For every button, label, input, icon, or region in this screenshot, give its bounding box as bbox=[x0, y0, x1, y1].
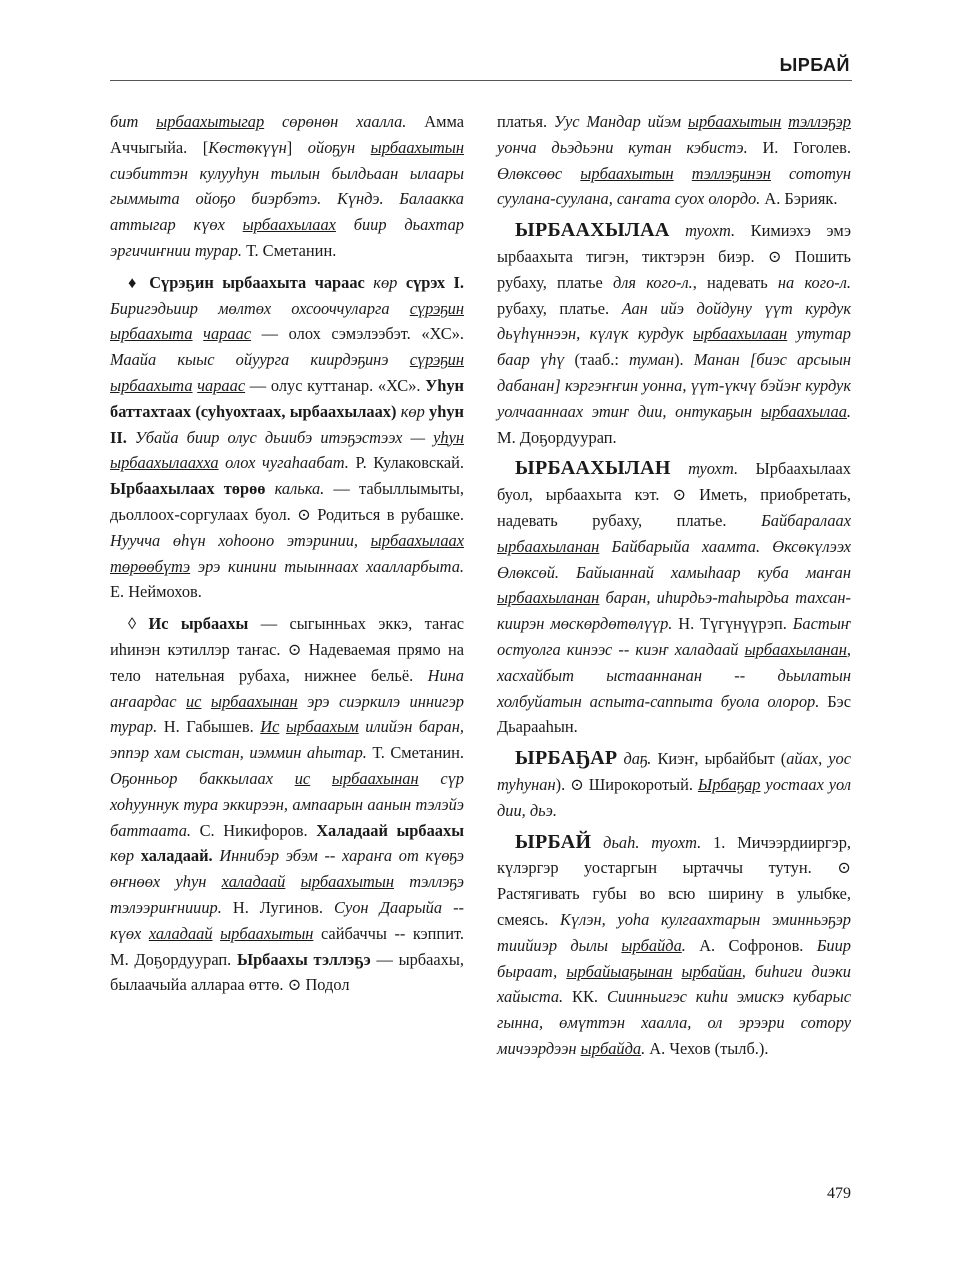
text-run: Биригэдьиир мөлтөх охсооччуларга bbox=[110, 298, 410, 318]
text-run: платья. bbox=[497, 112, 554, 131]
text-run: ). bbox=[674, 350, 694, 370]
text-run: М. Доҕордуурап. bbox=[497, 427, 617, 447]
entry-paragraph bbox=[497, 109, 851, 212]
text-run: ырбаахылаах bbox=[242, 215, 336, 235]
text-run: Ырбаахылаах буол, ырбаахыта кэт. ⊙ Иметь, приобретать, надевать рубаху, платье. bbox=[497, 459, 851, 530]
text-run: Н. Лугинов. bbox=[221, 897, 335, 917]
text-run: 1. Мичээрдииргэр, күлэргэр уостаргын ыртаччы тутун. ⊙ Растягивать губы во всю ширину в улыбке, смеясь. bbox=[497, 832, 851, 929]
text-run: эрэ сиэркилэ иннигэр турар. bbox=[110, 691, 464, 737]
text-run: ис bbox=[185, 691, 202, 711]
text-run: Оҕонньор баккылаах bbox=[110, 768, 295, 788]
text-run: Бастыҥ остуолга кинээс -- киэҥ халадаай bbox=[497, 614, 851, 659]
text-run: ырбаахым bbox=[285, 717, 359, 737]
text-run: Амма Аччыгыйа. [ bbox=[110, 112, 464, 157]
text-run: — олох сэмэлээбэт. «ХС». bbox=[251, 324, 464, 344]
text-run: ис bbox=[294, 768, 311, 788]
text-run: тэллэҕэр bbox=[788, 112, 851, 131]
text-run: ырбаахылаах bbox=[370, 530, 464, 550]
text-run bbox=[672, 962, 681, 981]
entry-paragraph bbox=[497, 746, 851, 823]
text-run: уонча дьэдьэни кутан кэбистэ. bbox=[497, 137, 748, 157]
text-run: уһун bbox=[433, 427, 464, 447]
text-run bbox=[285, 872, 300, 891]
text-run: Т. Сметанин. bbox=[366, 743, 464, 763]
right-column bbox=[497, 109, 851, 1068]
text-run: Өлөксөөс bbox=[497, 163, 581, 183]
entry-paragraph bbox=[110, 270, 464, 605]
text-run: ырбаахытын bbox=[370, 137, 464, 157]
text-run: Нуучча өһүн хоһооно этэринии, bbox=[110, 530, 371, 550]
text-run: Р. Кулаковскай. bbox=[348, 453, 464, 473]
text-run: Ис ырбаахы bbox=[148, 614, 249, 634]
text-run: А. Софронов. bbox=[685, 935, 817, 955]
text-run: бит bbox=[110, 112, 157, 131]
entry-paragraph bbox=[497, 456, 851, 740]
text-run: Маайа кыыс ойуурга киирдэҕинэ bbox=[110, 350, 410, 370]
text-run: Н. Габышев. bbox=[157, 717, 261, 737]
text-run: ] кэргэҥҥин уонна, үүт-үкчү бэйэҥ курдук уолчааннаах этиҥ дии, онтукаҕын bbox=[497, 375, 851, 421]
text-run: ырбаахытын bbox=[220, 923, 314, 943]
text-run: илийэн баран, эппэр хам сыстан, иэммин аһытар. bbox=[110, 717, 464, 763]
text-run: — табыллымыты, дьоллоох-соргулаах буол. ⊙ Родиться в рубашке. bbox=[110, 479, 464, 524]
text-run: дьаһ. туохт. bbox=[591, 832, 702, 852]
headword: ЫРБААХЫЛАН bbox=[515, 457, 671, 480]
text-run: ырбайда bbox=[621, 935, 682, 955]
text-run: сиэбиттэн кулууһун тылын былдьаан ылаары гыммыта ойоҕо биэрбэтэ. Күндэ. Балаакка аттыгар күөх bbox=[110, 163, 464, 235]
text-run: сүрэҕин bbox=[409, 298, 464, 318]
text-run: , надевать bbox=[692, 272, 778, 292]
text-run: Е. Неймохов. bbox=[110, 582, 202, 602]
text-run: Нина аҥаардас bbox=[110, 665, 464, 711]
text-run: ырбаахыта bbox=[110, 324, 193, 344]
text-run: Сиинньигэс киһи эмискэ кубарыс гынна, өмүттэн хаалла, ол эрээри сотору мичээрдээн bbox=[497, 987, 851, 1058]
text-run: Убайа биир олус дьиибэ итэҕэстээх — bbox=[126, 427, 434, 447]
text-run: биэс арсыын дабанан bbox=[497, 350, 852, 395]
text-run: баран, иһирдьэ-таһырдьа тахсан-киирэн мөскөрдөтөлүүр. bbox=[497, 588, 851, 634]
text-run: Ырбаахылаах төрөө bbox=[110, 479, 266, 499]
text-run: ырбаахынан bbox=[210, 691, 298, 711]
text-run: Сүрэҕин ырбаахыта чараас bbox=[149, 272, 365, 292]
text-run: для кого-л. bbox=[612, 272, 693, 292]
text-run: Ис bbox=[260, 717, 280, 737]
text-run: . bbox=[681, 935, 686, 955]
text-run: ырбаахытын bbox=[300, 872, 395, 892]
entry-paragraph bbox=[110, 611, 464, 998]
headword: ЫРБААХЫЛАА bbox=[515, 219, 670, 242]
text-run bbox=[674, 164, 692, 183]
text-run: төрөөбүтэ bbox=[110, 556, 191, 576]
text-run: халадаай. bbox=[140, 846, 213, 866]
text-run: Байбарыйа хаамта. Өксөкүлээх Өлөксөй. Байыаннай хамыһаар куба маҥан bbox=[497, 536, 851, 582]
text-run: олох чугаһаабат. bbox=[218, 453, 349, 473]
text-run: туохт. bbox=[669, 221, 736, 241]
text-run: ◊ bbox=[128, 614, 149, 634]
text-run: ырбаахылаахха bbox=[110, 453, 219, 473]
text-run: Бэс Дьарааһын. bbox=[497, 691, 851, 737]
left-column bbox=[110, 109, 464, 1004]
text-run: — олус куттанар. «ХС». bbox=[245, 375, 426, 395]
headword: ЫРБАҔАР bbox=[515, 747, 618, 770]
text-run: ырбаахытын bbox=[687, 112, 782, 131]
text-run: ырбайда bbox=[580, 1038, 642, 1058]
text-run: халадаай bbox=[221, 872, 286, 892]
text-run: рубаху, платье. bbox=[497, 298, 622, 318]
text-run: ырбаахынан bbox=[331, 768, 419, 788]
entry-paragraph bbox=[110, 109, 464, 264]
text-run: Уус Мандар ийэм bbox=[553, 112, 688, 131]
text-run: на кого-л. bbox=[777, 272, 851, 292]
header-headword: ЫРБАЙ bbox=[779, 55, 850, 75]
text-run: Байбаралаах bbox=[761, 510, 851, 530]
text-run: ырбаахытыгар bbox=[156, 112, 265, 131]
text-run: чараас bbox=[197, 375, 246, 395]
text-run: эрэ кинини тыыннаах хаалларбыта. bbox=[190, 556, 464, 576]
text-run: көр bbox=[364, 272, 406, 292]
text-run: . bbox=[846, 401, 851, 421]
text-run: Халадаай ырбаахы bbox=[316, 820, 464, 840]
text-run: Киэҥ, ырбайбыт ( bbox=[651, 749, 787, 769]
text-run bbox=[201, 692, 210, 711]
text-run: көр bbox=[396, 401, 430, 421]
text-run: Суон Даарыйа -- күөх bbox=[110, 897, 465, 943]
text-run: А. Чехов (тылб.). bbox=[645, 1038, 769, 1058]
text-run: ырбаахыланан bbox=[497, 588, 600, 608]
text-run: чараас bbox=[203, 324, 252, 344]
text-run: ырбайыаҕынан bbox=[566, 961, 673, 981]
text-run: Иннибэр эбэм -- хараҥа от күөҕэ өҥнөөх уһун bbox=[110, 846, 465, 892]
text-run: Күлэн, уоһа кулгаахтарын эминньэҕэр тиийиэр дылы bbox=[497, 909, 851, 955]
text-run: Биир быраат, bbox=[497, 935, 852, 981]
text-run: сүрэх I. bbox=[405, 272, 464, 292]
running-header bbox=[110, 52, 852, 81]
text-run: тэллэҕинэн bbox=[691, 163, 771, 183]
text-run: И. Гоголев. bbox=[747, 137, 851, 157]
text-run: айах, уос туһунан bbox=[497, 749, 851, 794]
text-run: ♦ bbox=[128, 272, 150, 292]
text-run: туохт. bbox=[670, 459, 739, 479]
text-run: Ырбаҕар bbox=[697, 774, 761, 794]
text-run: уостаах уол дии, дьэ. bbox=[497, 774, 851, 820]
text-run bbox=[213, 924, 221, 943]
text-run: халадаай bbox=[148, 923, 213, 943]
text-run: — сыгынньах эккэ, таҥас иһинэн кэтиллэр таҥас. ⊙ Надеваемая прямо на тело нательная рубаха, нижнее бельё. bbox=[110, 614, 464, 685]
text-run: ырбаахытын bbox=[580, 163, 674, 183]
text-run bbox=[310, 769, 332, 788]
text-run: Көстөкүүн bbox=[208, 137, 287, 157]
text-run: биир дьахтар эргичиҥнии турар. bbox=[110, 215, 464, 260]
headword: ЫРБАЙ bbox=[515, 830, 592, 853]
text-run: А. Бэрияк. bbox=[760, 189, 838, 209]
text-run: ырбаахыланан bbox=[744, 639, 847, 659]
text-run: тэллэҕэ тэлээриҥнииир. bbox=[110, 872, 464, 917]
text-run: (тааб.: bbox=[564, 350, 629, 370]
text-run: ырбаахылаа bbox=[760, 401, 847, 421]
text-run: сөрөнөн хаалла. bbox=[264, 112, 407, 131]
text-run: сайбаччы -- кэппит. М. Доҕордуурап. bbox=[110, 923, 464, 969]
text-run: сүр хоһууннук тура эккирээн, ампаарын аанын тэлэйэ баттаата. bbox=[110, 768, 464, 840]
text-run: уһун II. bbox=[110, 401, 464, 447]
text-run: ] bbox=[286, 137, 308, 157]
text-run: — ырбаахы, былаачыйа алларaa өттө. ⊙ Подол bbox=[110, 949, 464, 995]
text-run: Аан ийэ дойдуну үүт курдук дьүһүннээн, күлүк курдук bbox=[497, 298, 851, 344]
text-run: ырбаахыта bbox=[110, 375, 193, 395]
text-run: ойоҕун bbox=[307, 137, 371, 157]
text-run: ). ⊙ Широкоротый. bbox=[555, 774, 698, 794]
text-run: КК. bbox=[563, 987, 607, 1007]
text-run: сототун суулана-суулана, саҥата суох олордо. bbox=[497, 163, 851, 209]
text-run: Кимиэхэ эмэ ырбаахыта тигэн, тиктэрэн биэр. ⊙ Пошить рубаху, платье bbox=[497, 221, 852, 292]
text-run: . bbox=[641, 1038, 646, 1058]
text-run: калька. bbox=[265, 479, 325, 499]
text-run: даҕ. bbox=[617, 749, 652, 769]
text-run: , биһиги диэки хайыста. bbox=[497, 961, 851, 1007]
entry-paragraph bbox=[497, 830, 851, 1062]
text-run: Уһун баттахтаах (суһуохтаах, ырбаахылаах) bbox=[110, 375, 464, 421]
text-run: ырбаахылаан bbox=[693, 324, 788, 344]
text-run: , хасхайбыт ыстааннанан -- дьылатын холбуйатын аспыта-саппыта буола олорор. bbox=[497, 639, 851, 711]
text-run: сүрэҕин bbox=[409, 350, 464, 370]
text-run: утутар баар үһү bbox=[497, 324, 851, 370]
text-run: туман bbox=[628, 350, 675, 370]
text-run: Т. Сметанин. bbox=[242, 240, 337, 260]
text-run: Манан [ bbox=[693, 350, 757, 370]
text-run bbox=[193, 324, 204, 343]
text-run bbox=[279, 717, 286, 736]
text-run: ырбайан bbox=[681, 961, 742, 981]
page-number: 479 bbox=[827, 1185, 851, 1202]
entry-paragraph bbox=[497, 218, 851, 450]
text-run: С. Никифоров. bbox=[191, 820, 317, 840]
text-run: ырбаахыланан bbox=[497, 536, 600, 556]
text-run: Н. Түгүнүүрэп. bbox=[672, 614, 793, 634]
text-run: көр bbox=[110, 846, 141, 866]
text-run: Ырбаахы тэллэҕэ bbox=[236, 949, 371, 969]
